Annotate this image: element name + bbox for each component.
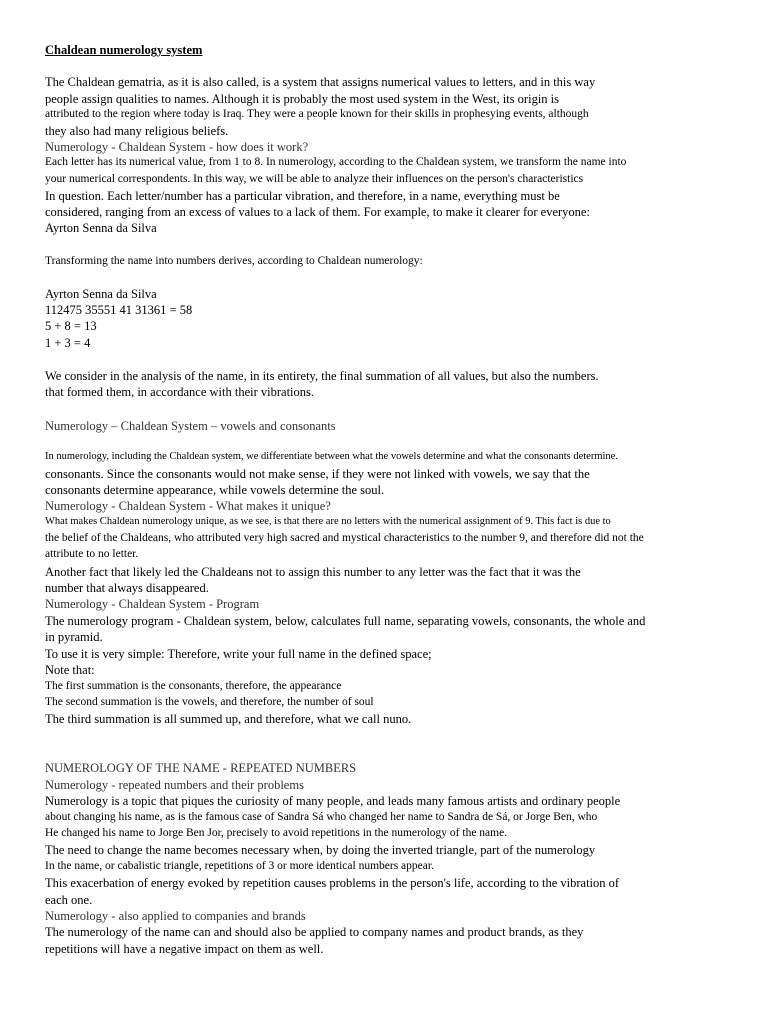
text-line: He changed his name to Jorge Ben Jor, precisely to avoid repetitions in the numerology of the name. [45, 827, 508, 839]
text-line: In the name, or cabalistic triangle, repetitions of 3 or more identical numbers appear. [45, 860, 434, 872]
text-line: in pyramid. [45, 630, 103, 644]
text-line: In numerology, including the Chaldean system, we differentiate between what the vowels determine and what the consonants determine. [45, 451, 618, 462]
text-line: Each letter has its numerical value, from 1 to 8. In numerology, according to the Chaldean system, we transform the name into [45, 156, 627, 168]
text-line: attribute to no letter. [45, 548, 139, 560]
section-heading: Numerology - Chaldean System - how does it work? [45, 140, 309, 154]
text-line: To use it is very simple: Therefore, write your full name in the defined space; [45, 647, 432, 661]
text-line: The second summation is the vowels, and therefore, the number of soul [45, 696, 374, 708]
section-heading: Numerology – Chaldean System – vowels and consonants [45, 419, 336, 433]
section-heading: NUMEROLOGY OF THE NAME - REPEATED NUMBERS [45, 761, 357, 775]
section-heading: Numerology - repeated numbers and their problems [45, 778, 304, 792]
section-heading: Numerology - also applied to companies and brands [45, 909, 306, 923]
text-line: Ayrton Senna da Silva [45, 221, 157, 235]
text-line: The need to change the name becomes necessary when, by doing the inverted triangle, part of the numerology [45, 843, 596, 857]
text-line: that formed them, in accordance with their vibrations. [45, 385, 315, 399]
text-line: Another fact that likely led the Chaldeans not to assign this number to any letter was the fact that it was the [45, 565, 581, 579]
text-line: The numerology program - Chaldean system, below, calculates full name, separating vowels, consonants, the whole and [45, 614, 646, 628]
text-line: The numerology of the name can and should also be applied to company names and product brands, as they [45, 925, 584, 939]
text-line: 1 + 3 = 4 [45, 336, 91, 350]
text-line: What makes Chaldean numerology unique, as we see, is that there are no letters with the numerical assignment of 9. This fact is due to [45, 516, 611, 527]
text-line: Numerology is a topic that piques the curiosity of many people, and leads many famous artists and ordinary people [45, 794, 621, 808]
document-title: Chaldean numerology system [45, 43, 203, 57]
text-line: Note that: [45, 663, 95, 677]
text-line: about changing his name, as is the famous case of Sandra Sá who changed her name to Sandra de Sá, or Jorge Ben, who [45, 811, 598, 823]
text-line: In question. Each letter/number has a particular vibration, and therefore, in a name, everything must be [45, 189, 560, 203]
text-line: Ayrton Senna da Silva [45, 287, 157, 301]
text-line: The Chaldean gematria, as it is also called, is a system that assigns numerical values to letters, and in this way [45, 75, 596, 89]
text-line: considered, ranging from an excess of values to a lack of them. For example, to make it clearer for everyone: [45, 205, 590, 219]
text-line: people assign qualities to names. Although it is probably the most used system in the West, its origin is [45, 92, 560, 106]
text-line: 5 + 8 = 13 [45, 319, 97, 333]
text-line: The first summation is the consonants, therefore, the appearance [45, 680, 342, 692]
text-line: repetitions will have a negative impact on them as well. [45, 942, 324, 956]
text-line: number that always disappeared. [45, 581, 209, 595]
text-line: This exacerbation of energy evoked by repetition causes problems in the person's life, according to the vibration of [45, 876, 620, 890]
text-line: each one. [45, 893, 93, 907]
section-heading: Numerology - Chaldean System - Program [45, 597, 260, 611]
text-line: We consider in the analysis of the name, in its entirety, the final summation of all values, but also the numbers. [45, 369, 599, 383]
text-line: they also had many religious beliefs. [45, 124, 229, 138]
text-line: Transforming the name into numbers derives, according to Chaldean numerology: [45, 255, 423, 267]
text-line: attributed to the region where today is Iraq. They were a people known for their skills in prophesying events, although [45, 108, 589, 120]
text-line: 112475 35551 41 31361 = 58 [45, 303, 193, 317]
text-line: the belief of the Chaldeans, who attributed very high sacred and mystical characteristics to the number 9, and therefore did not the [45, 532, 644, 544]
text-line: The third summation is all summed up, and therefore, what we call nuno. [45, 712, 412, 726]
section-heading: Numerology - Chaldean System - What makes it unique? [45, 499, 331, 513]
text-line: consonants. Since the consonants would not make sense, if they were not linked with vowels, we say that the [45, 467, 590, 481]
text-line: your numerical correspondents. In this way, we will be able to analyze their influences on the person's characteristics [45, 173, 584, 185]
text-line: consonants determine appearance, while vowels determine the soul. [45, 483, 385, 497]
